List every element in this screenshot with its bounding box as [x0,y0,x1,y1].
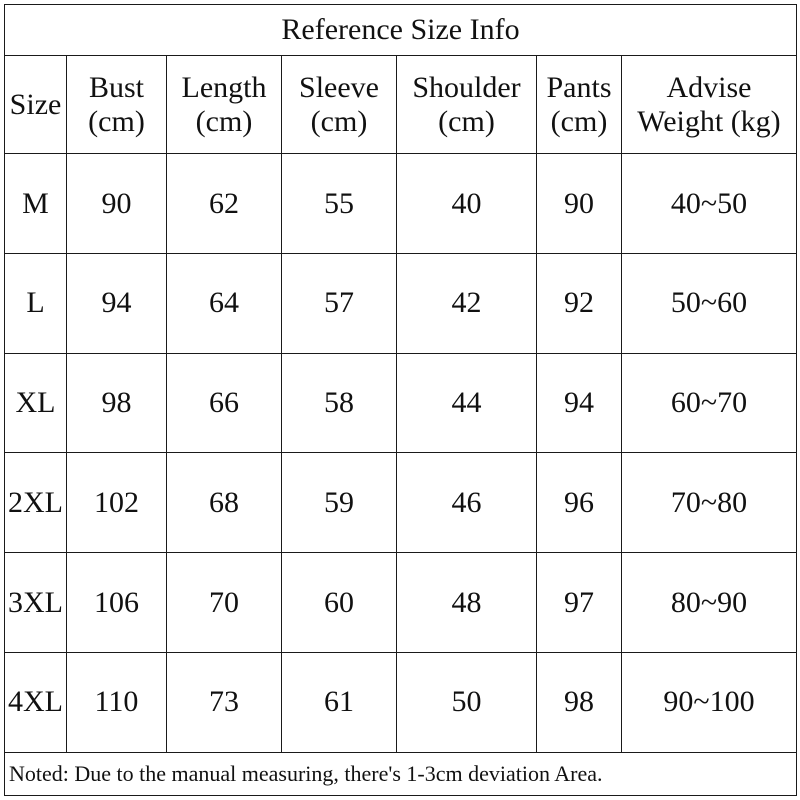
header-sleeve: Sleeve (cm) [282,56,397,154]
cell-size: M [5,154,67,254]
table-row [5,553,797,653]
cell-length: 68 [167,453,282,553]
cell-length: 62 [167,154,282,254]
cell-bust: 90 [67,154,167,254]
cell-sleeve: 60 [282,553,397,653]
cell-pants: 97 [537,553,622,653]
deviation-note: Noted: Due to the manual measuring, there's 1-3cm deviation Area. [5,752,797,795]
header-length: Length (cm) [167,56,282,154]
table-row [5,253,797,353]
cell-advise-weight: 50~60 [622,253,797,353]
cell-sleeve: 61 [282,652,397,752]
cell-length: 66 [167,353,282,453]
cell-pants: 94 [537,353,622,453]
cell-size: 4XL [5,652,67,752]
header-advise-weight: Advise Weight (kg) [622,56,797,154]
cell-bust: 98 [67,353,167,453]
table-row [5,154,797,254]
header-row [5,56,797,154]
cell-shoulder: 42 [397,253,537,353]
cell-shoulder: 44 [397,353,537,453]
cell-sleeve: 59 [282,453,397,553]
cell-advise-weight: 80~90 [622,553,797,653]
cell-shoulder: 46 [397,453,537,553]
cell-pants: 90 [537,154,622,254]
cell-advise-weight: 70~80 [622,453,797,553]
cell-advise-weight: 40~50 [622,154,797,254]
table-row [5,652,797,752]
cell-advise-weight: 90~100 [622,652,797,752]
table-row [5,453,797,553]
cell-shoulder: 40 [397,154,537,254]
cell-sleeve: 58 [282,353,397,453]
cell-advise-weight: 60~70 [622,353,797,453]
table-title: Reference Size Info [5,5,797,56]
cell-length: 70 [167,553,282,653]
cell-length: 64 [167,253,282,353]
cell-sleeve: 57 [282,253,397,353]
cell-size: 3XL [5,553,67,653]
cell-size: XL [5,353,67,453]
header-shoulder: Shoulder (cm) [397,56,537,154]
cell-shoulder: 48 [397,553,537,653]
header-bust: Bust (cm) [67,56,167,154]
cell-size: L [5,253,67,353]
header-pants: Pants (cm) [537,56,622,154]
size-table [4,4,797,796]
cell-pants: 92 [537,253,622,353]
header-size: Size [5,56,67,154]
cell-bust: 106 [67,553,167,653]
cell-shoulder: 50 [397,652,537,752]
cell-pants: 98 [537,652,622,752]
cell-pants: 96 [537,453,622,553]
cell-size: 2XL [5,453,67,553]
cell-bust: 102 [67,453,167,553]
table-row [5,353,797,453]
cell-bust: 94 [67,253,167,353]
cell-length: 73 [167,652,282,752]
cell-sleeve: 55 [282,154,397,254]
cell-bust: 110 [67,652,167,752]
